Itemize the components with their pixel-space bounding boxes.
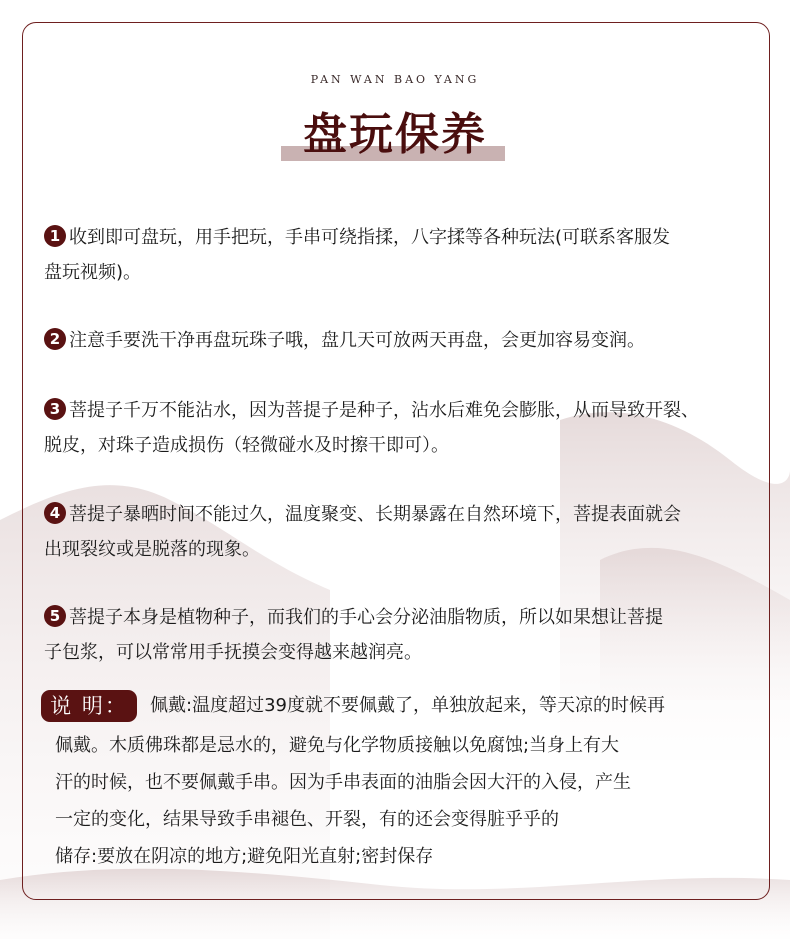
care-item-text: 菩提子本身是植物种子，而我们的手心会分泌油脂物质，所以如果想让菩提 — [69, 607, 663, 628]
care-item-text: 菩提子暴晒时间不能过久，温度聚变、长期暴露在自然环境下，菩提表面就会 — [69, 504, 681, 525]
care-item-text: 子包浆，可以常常用手抚摸会变得越来越润亮。 — [44, 642, 422, 663]
care-item-text: 脱皮，对珠子造成损伤（轻微碰水及时擦干即可）。 — [44, 435, 449, 456]
care-item-5 — [44, 600, 764, 670]
number-badge: 2 — [44, 328, 66, 350]
notes-line-1: 佩戴:温度超过39度就不要佩戴了，单独放起来，等天凉的时候再 — [150, 695, 665, 716]
care-item-3 — [44, 393, 764, 463]
number-badge: 4 — [44, 502, 66, 524]
care-item-text: 菩提子千万不能沾水，因为菩提子是种子，沾水后难免会膨胀，从而导致开裂、 — [69, 400, 699, 421]
notes-line-4: 一定的变化，结果导致手串褪色、开裂，有的还会变得脏乎乎的 — [55, 809, 559, 830]
notes-line-5: 储存:要放在阴凉的地方;避免阳光直射;密封保存 — [55, 846, 434, 867]
care-item-4 — [44, 497, 764, 567]
notes-badge: 说 明： — [41, 690, 137, 722]
care-item-2 — [44, 323, 764, 358]
care-item-text: 收到即可盘玩，用手把玩，手串可绕指揉，八字揉等各种玩法(可联系客服发 — [69, 227, 671, 248]
care-item-text: 注意手要洗干净再盘玩珠子哦，盘几天可放两天再盘，会更加容易变润。 — [69, 330, 645, 351]
number-badge: 5 — [44, 605, 66, 627]
page-title: 盘玩保养 — [303, 109, 487, 160]
page-subtitle: PAN WAN BAO YANG — [310, 73, 480, 86]
number-badge: 3 — [44, 398, 66, 420]
notes-line-2: 佩戴。木质佛珠都是忌水的，避免与化学物质接触以免腐蚀;当身上有大 — [55, 735, 620, 756]
number-badge: 1 — [44, 225, 66, 247]
care-item-text: 盘玩视频)。 — [44, 262, 142, 283]
notes-line-3: 汗的时候，也不要佩戴手串。因为手串表面的油脂会因大汗的入侵，产生 — [55, 772, 631, 793]
care-item-text: 出现裂纹或是脱落的现象。 — [44, 539, 260, 560]
care-item-1 — [44, 220, 764, 290]
